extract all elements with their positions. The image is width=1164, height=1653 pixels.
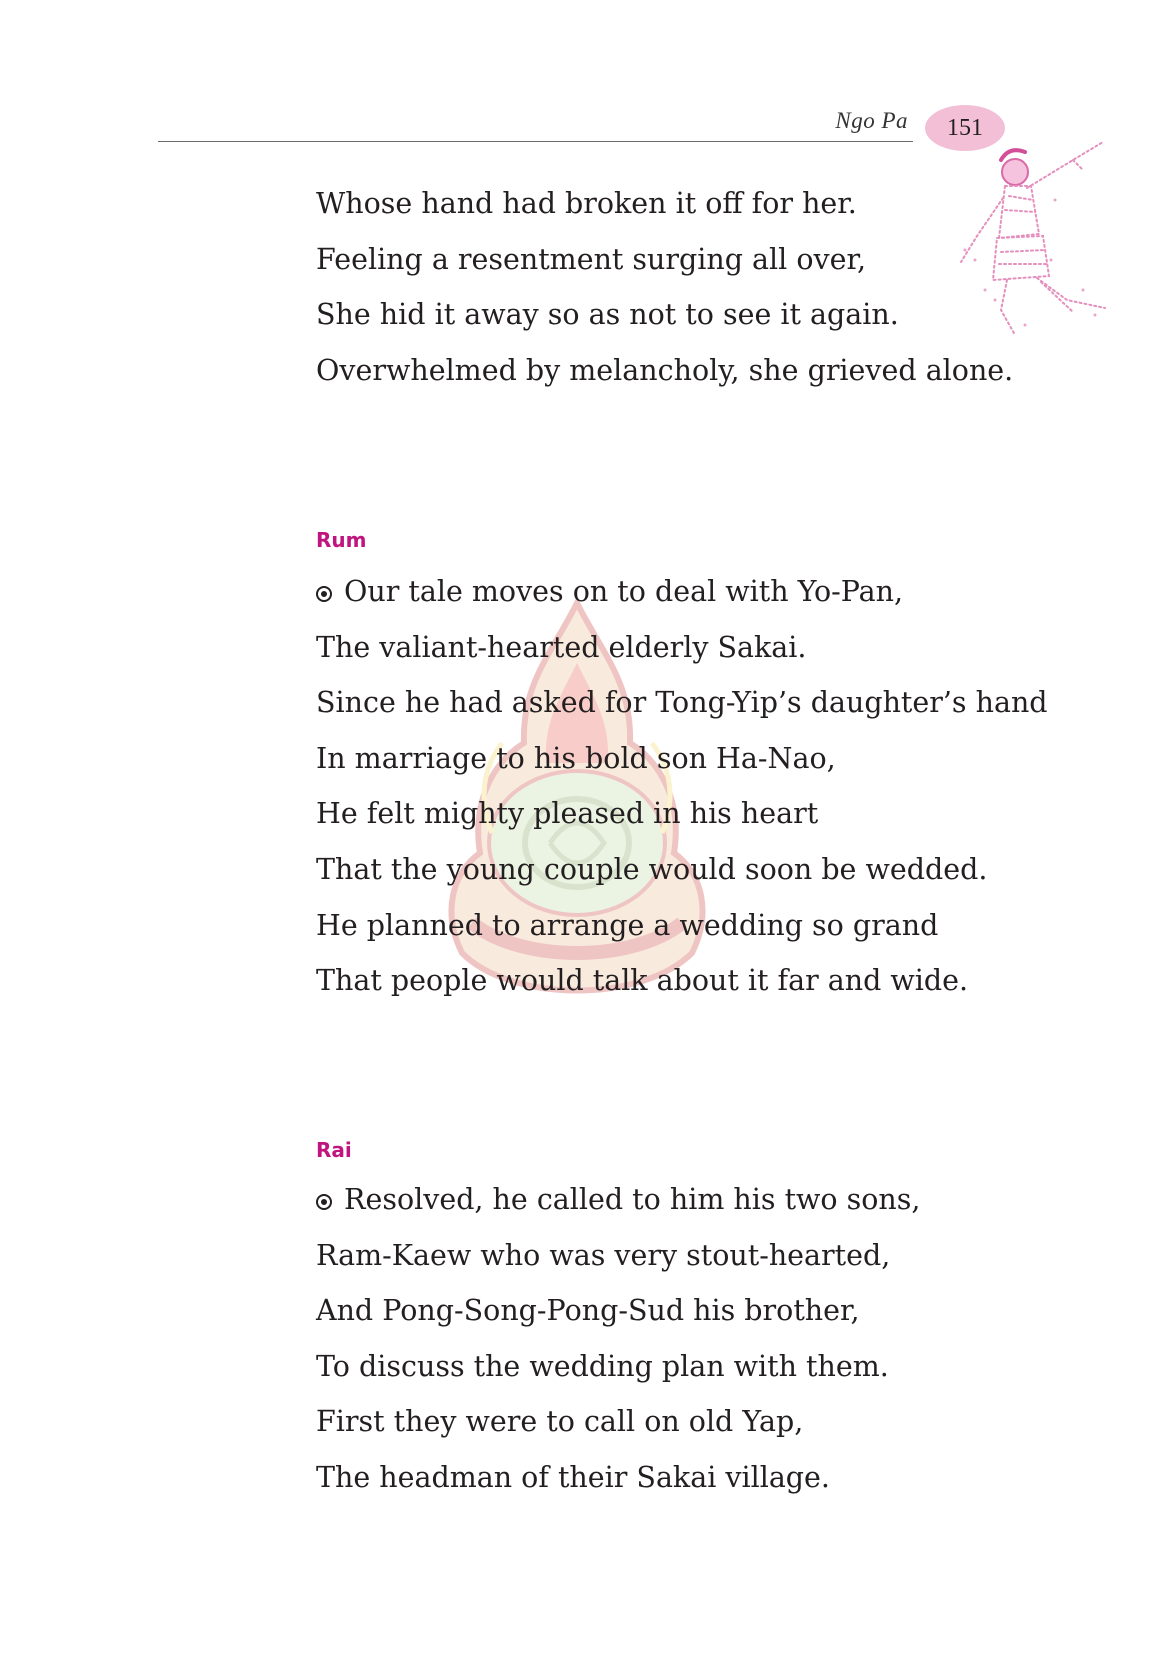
running-header-title: Ngo Pa (835, 108, 908, 133)
verse-line: The headman of their Sakai village. (316, 1460, 830, 1494)
header-rule (158, 141, 913, 142)
verse-line: That the young couple would soon be wedded. (316, 852, 988, 886)
section-label-rum: Rum (316, 528, 367, 552)
verse-line: Ram-Kaew who was very stout-hearted, (316, 1238, 891, 1272)
verse-line: Feeling a resentment surging all over, (316, 242, 867, 276)
verse-line: In marriage to his bold son Ha-Nao, (316, 741, 836, 775)
page-number: 151 (947, 114, 983, 141)
verse-line: To discuss the wedding plan with them. (316, 1349, 889, 1383)
circled-dot-bullet-icon (316, 1194, 332, 1210)
stanza-rai (316, 1172, 920, 1506)
verse-line: Overwhelmed by melancholy, she grieved alone. (316, 353, 1014, 387)
verse-line: Whose hand had broken it off for her. (316, 187, 857, 220)
section-label-rai: Rai (316, 1138, 352, 1162)
stanza-rum (316, 564, 1048, 1009)
circled-dot-bullet-icon (316, 586, 332, 602)
stanza-continuation (316, 176, 1013, 398)
verse-line-text: Our tale moves on to deal with Yo-Pan, (344, 575, 904, 608)
verse-line: She hid it away so as not to see it again. (316, 298, 899, 332)
verse-line: First they were to call on old Yap, (316, 1405, 804, 1439)
verse-line: That people would talk about it far and wide. (316, 964, 969, 998)
verse-line (316, 564, 1048, 620)
verse-line: He felt mighty pleased in his heart (316, 797, 819, 831)
verse-line: The valiant-hearted elderly Sakai. (316, 630, 807, 664)
verse-line (316, 1172, 920, 1228)
verse-line-text: Resolved, he called to him his two sons, (344, 1183, 921, 1216)
verse-line: Since he had asked for Tong-Yip’s daughter’s hand (316, 686, 1048, 720)
verse-line: He planned to arrange a wedding so grand (316, 908, 939, 942)
verse-line: And Pong-Song-Pong-Sud his brother, (316, 1294, 860, 1328)
